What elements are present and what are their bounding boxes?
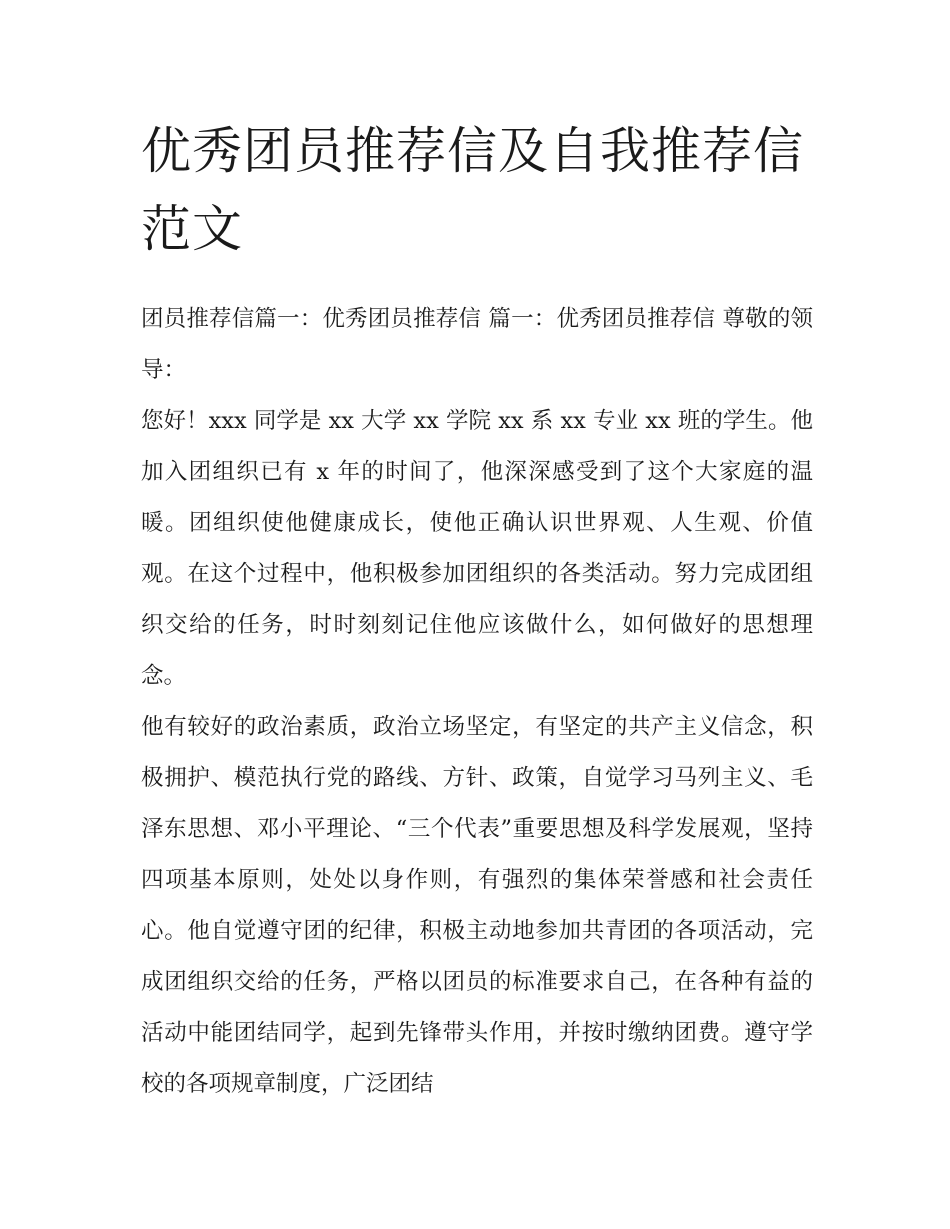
document-title: 优秀团员推荐信及自我推荐信范文 (141, 122, 804, 258)
paragraph-political-quality: 他有较好的政治素质，政治立场坚定，有坚定的共产主义信念，积极拥护、模范执行党的路线、方针、政策，自觉学习马列主义、毛泽东思想、邓小平理论、“三个代表”重要思想及科学发展观，坚持四项基本原则，处处以身作则，有强烈的集体荣誉感和社会责任心。他自觉遵守团的纪律，积极主动地参加共青团的各项活动，完成团组织交给的任务，严格以团员的标准要求自己，在各种有益的活动中能团结同学，起到先锋带头作用，并按时缴纳团费。遵守学校的各项规章制度，广泛团结 (141, 714, 813, 1097)
paragraph-introduction: 您好！xxx 同学是 xx 大学 xx 学院 xx 系 xx 专业 xx 班的学生。他加入团组织已有 x 年的时间了，他深深感受到了这个大家庭的温暖。团组织使他健康成长，使他正确认识世界观、人生观、价值观。在这个过程中，他积极参加团组织的各类活动。努力完成团组织交给的任务，时时刻刻记住他应该做什么，如何做好的思想理念。 (141, 408, 813, 689)
document-content (141, 112, 813, 1110)
paragraph-salutation: 团员推荐信篇一：优秀团员推荐信 篇一：优秀团员推荐信 尊敬的领导： (141, 306, 813, 383)
document-body (141, 294, 813, 1110)
